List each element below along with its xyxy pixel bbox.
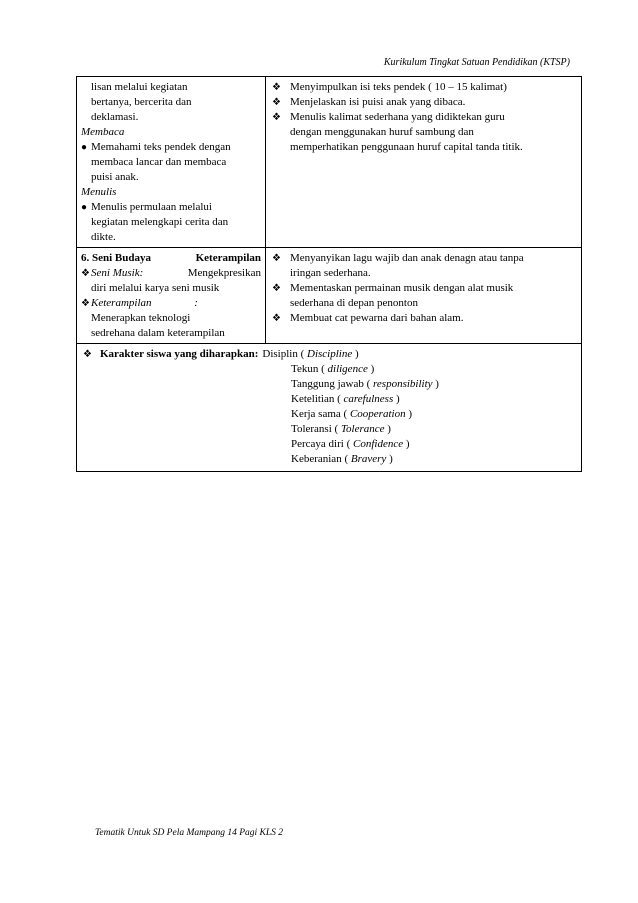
- page-footer: Tematik Untuk SD Pela Mampang 14 Pagi KLS 2: [95, 828, 284, 838]
- left-cell-seni-budaya: [77, 248, 266, 344]
- diamond-bullet-icon: ❖: [272, 97, 281, 108]
- karakter-list: [291, 362, 577, 467]
- karakter-item: Disiplin ( Discipline ): [262, 348, 359, 360]
- right-cell-seni-budaya: [266, 248, 582, 344]
- diamond-bullet-icon: ❖: [272, 82, 281, 93]
- karakter-item: Tanggung jawab ( responsibility ): [291, 378, 439, 390]
- diamond-bullet-icon: ❖: [272, 313, 281, 324]
- keterampilan-item: ❖ Keterampilan : Menerapkan teknologi sedrehana dalam keterampilan: [81, 297, 225, 339]
- curriculum-table: [76, 76, 582, 472]
- menulis-heading: Menulis: [81, 186, 117, 198]
- diamond-bullet-icon: ❖: [83, 349, 92, 360]
- table-row: [77, 248, 582, 344]
- karakter-item: Ketelitian ( carefulness ): [291, 393, 400, 405]
- list-item: ❖ Membuat cat pewarna dari bahan alam.: [272, 312, 464, 324]
- list-item: ❖ Menyimpulkan isi teks pendek ( 10 – 15 kalimat): [272, 81, 507, 93]
- list-item: ❖ Menulis kalimat sederhana yang didiktekan guru dengan menggunakan huruf sambung dan memperhatikan penggunaan huruf capital tanda titik.: [272, 111, 523, 153]
- seni-budaya-heading: 6. Seni Budaya Keterampilan: [81, 252, 261, 264]
- right-cell-bahasa: [266, 77, 582, 248]
- list-item: ❖ Mementaskan permainan musik dengan alat musik sederhana di depan penonton: [272, 282, 514, 309]
- diamond-bullet-icon: ❖: [81, 268, 90, 279]
- table-row: [77, 344, 582, 472]
- karakter-item: Kerja sama ( Cooperation ): [291, 408, 412, 420]
- continued-text: lisan melalui kegiatan bertanya, bercerita dan deklamasi.: [91, 81, 192, 123]
- seni-musik-item: ❖ Seni Musik: Mengekpresikan diri melalui karya seni musik: [81, 267, 261, 294]
- page-header: Kurikulum Tingkat Satuan Pendidikan (KTSP): [383, 57, 570, 68]
- diamond-bullet-icon: ❖: [81, 298, 90, 309]
- karakter-first-line: [81, 347, 577, 362]
- membaca-heading: Membaca: [81, 126, 125, 138]
- karakter-item: Keberanian ( Bravery ): [291, 453, 393, 465]
- diamond-bullet-icon: ❖: [272, 283, 281, 294]
- membaca-item: ● Memahami teks pendek dengan membaca lancar dan membaca puisi anak.: [81, 141, 231, 183]
- list-item: ❖ Menyanyikan lagu wajib dan anak denagn atau tanpa iringan sederhana.: [272, 252, 524, 279]
- bullet-icon: ●: [81, 202, 88, 213]
- karakter-item: Toleransi ( Tolerance ): [291, 423, 391, 435]
- karakter-item: Tekun ( diligence ): [291, 363, 375, 375]
- left-cell-bahasa: [77, 77, 266, 248]
- bullet-icon: ●: [81, 142, 88, 153]
- diamond-bullet-icon: ❖: [272, 253, 281, 264]
- karakter-label: Karakter siswa yang diharapkan:: [99, 348, 259, 360]
- menulis-item: ● Menulis permulaan melalui kegiatan melengkapi cerita dan dikte.: [81, 201, 229, 243]
- diamond-bullet-icon: ❖: [272, 112, 281, 123]
- table-row: [77, 77, 582, 248]
- karakter-cell: [77, 344, 582, 472]
- list-item: ❖ Menjelaskan isi puisi anak yang dibaca.: [272, 96, 466, 108]
- karakter-item: Percaya diri ( Confidence ): [291, 438, 410, 450]
